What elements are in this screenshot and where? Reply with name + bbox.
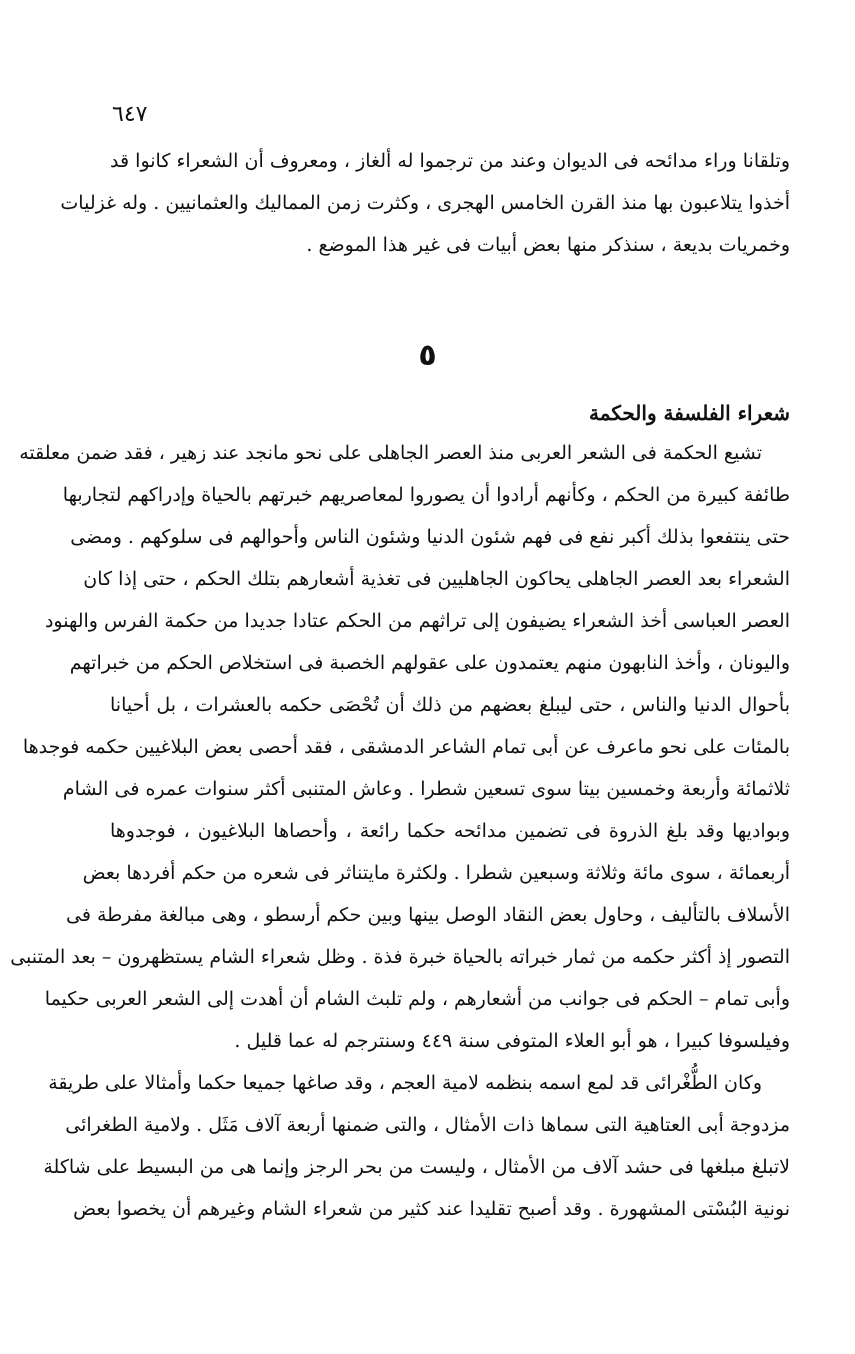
text-line: أربعمائة ، سوى مائة وثلاثة وسبعين شطرا . ولكثرة مايتناثر فى شعره من حكم أفردها بعض [82, 862, 790, 884]
text-line: واليونان ، وأخذ النابهون منهم يعتمدون على عقولهم الخصبة فى استخلاص الحكم من خبراتهم [69, 652, 790, 674]
text-line: وتلقانا وراء مدائحه فى الديوان وعند من ترجموا له ألغاز ، ومعروف أن الشعراء كانوا قد [110, 150, 790, 172]
text-line: الأسلاف بالتأليف ، وحاول بعض النقاد الوصل بينها وبين حكم أرسطو ، وهى مبالغة مفرطة فى [66, 904, 790, 926]
text-line: وبواديها وقد بلغ الذروة فى تضمين مدائحه حكما رائعة ، وأحصاها البلاغيون ، فوجدوها [110, 820, 790, 842]
intro-paragraph [60, 140, 790, 266]
text-line: بالمئات على نحو ماعرف عن أبى تمام الشاعر الدمشقى ، فقد أحصى بعض البلاغيين حكمه فوجدها [22, 736, 790, 758]
text-line: بأحوال الدنيا والناس ، حتى ليبلغ بعضهم من ذلك أن تُحْصَى حكمه بالعشرات ، بل أحيانا [110, 694, 790, 716]
text-line: الشعراء بعد العصر الجاهلى يحاكون الجاهليين فى تغذية أشعارهم بتلك الحكم ، حتى إذا كان [83, 568, 790, 590]
text-line: وفيلسوفا كبيرا ، هو أبو العلاء المتوفى سنة ٤٤٩ وسنترجم له عما قليل . [234, 1030, 790, 1052]
text-line: وخمريات بديعة ، سنذكر منها بعض أبيات فى غير هذا الموضع . [306, 234, 790, 256]
text-line: ثلاثمائة وأربعة وخمسين بيتا سوى تسعين شطرا . وعاش المتنبى أكثر سنوات عمره فى الشام [62, 778, 790, 800]
body-text [10, 432, 790, 1230]
text-line: لاتبلغ مبلغها فى حشد آلاف من الأمثال ، وليست من بحر الرجز وإنما هى من البسيط على شاكلة [43, 1156, 790, 1178]
text-line: وأبى تمام – الحكم فى جوانب من أشعارهم ، ولم تلبث الشام أن أهدت إلى الشعر العربى حكيما [44, 988, 790, 1010]
section-heading: شعراء الفلسفة والحكمة [589, 401, 790, 425]
page-number: ٦٤٧ [112, 102, 148, 127]
section-number: ٥ [418, 338, 437, 373]
text-line: نونية البُسْتى المشهورة . وقد أصبح تقليدا عند كثير من شعراء الشام وغيرهم أن يخصوا بعض [73, 1198, 790, 1220]
text-line: العصر العباسى أخذ الشعراء يضيفون إلى تراثهم من الحكم عتادا جديدا من حكمة الفرس والهنود [44, 610, 790, 632]
text-line: حتى ينتفعوا بذلك أكبر نفع فى فهم شئون الدنيا وشئون الناس وأحوالهم فى سلوكهم . ومضى [70, 526, 790, 548]
text-line: طائفة كبيرة من الحكم ، وكأنهم أرادوا أن يصوروا لمعاصريهم خبرتهم بالحياة وإدراكهم لتجاربها [62, 484, 790, 506]
text-line: التصور إذ أكثر حكمه من ثمار خبراته بالحياة خبرة فذة . وظل شعراء الشام يستظهرون – بعد المتنبى [10, 946, 790, 968]
text-line: تشيع الحكمة فى الشعر العربى منذ العصر الجاهلى على نحو مانجد عند زهير ، فقد ضمن معلقته [19, 442, 762, 464]
text-line: مزدوجة أبى العتاهية التى سماها ذات الأمثال ، والتى ضمنها أربعة آلاف مَثَل . ولامية الطغرائى [65, 1114, 790, 1136]
text-line: أخذوا يتلاعبون بها منذ القرن الخامس الهجرى ، وكثرت زمن المماليك والعثمانيين . وله غزليات [60, 192, 790, 214]
text-line: وكان الطُّغْرائى قد لمع اسمه بنظمه لامية العجم ، وقد صاغها جميعا حكما وأمثالا على طريقة [48, 1072, 762, 1094]
